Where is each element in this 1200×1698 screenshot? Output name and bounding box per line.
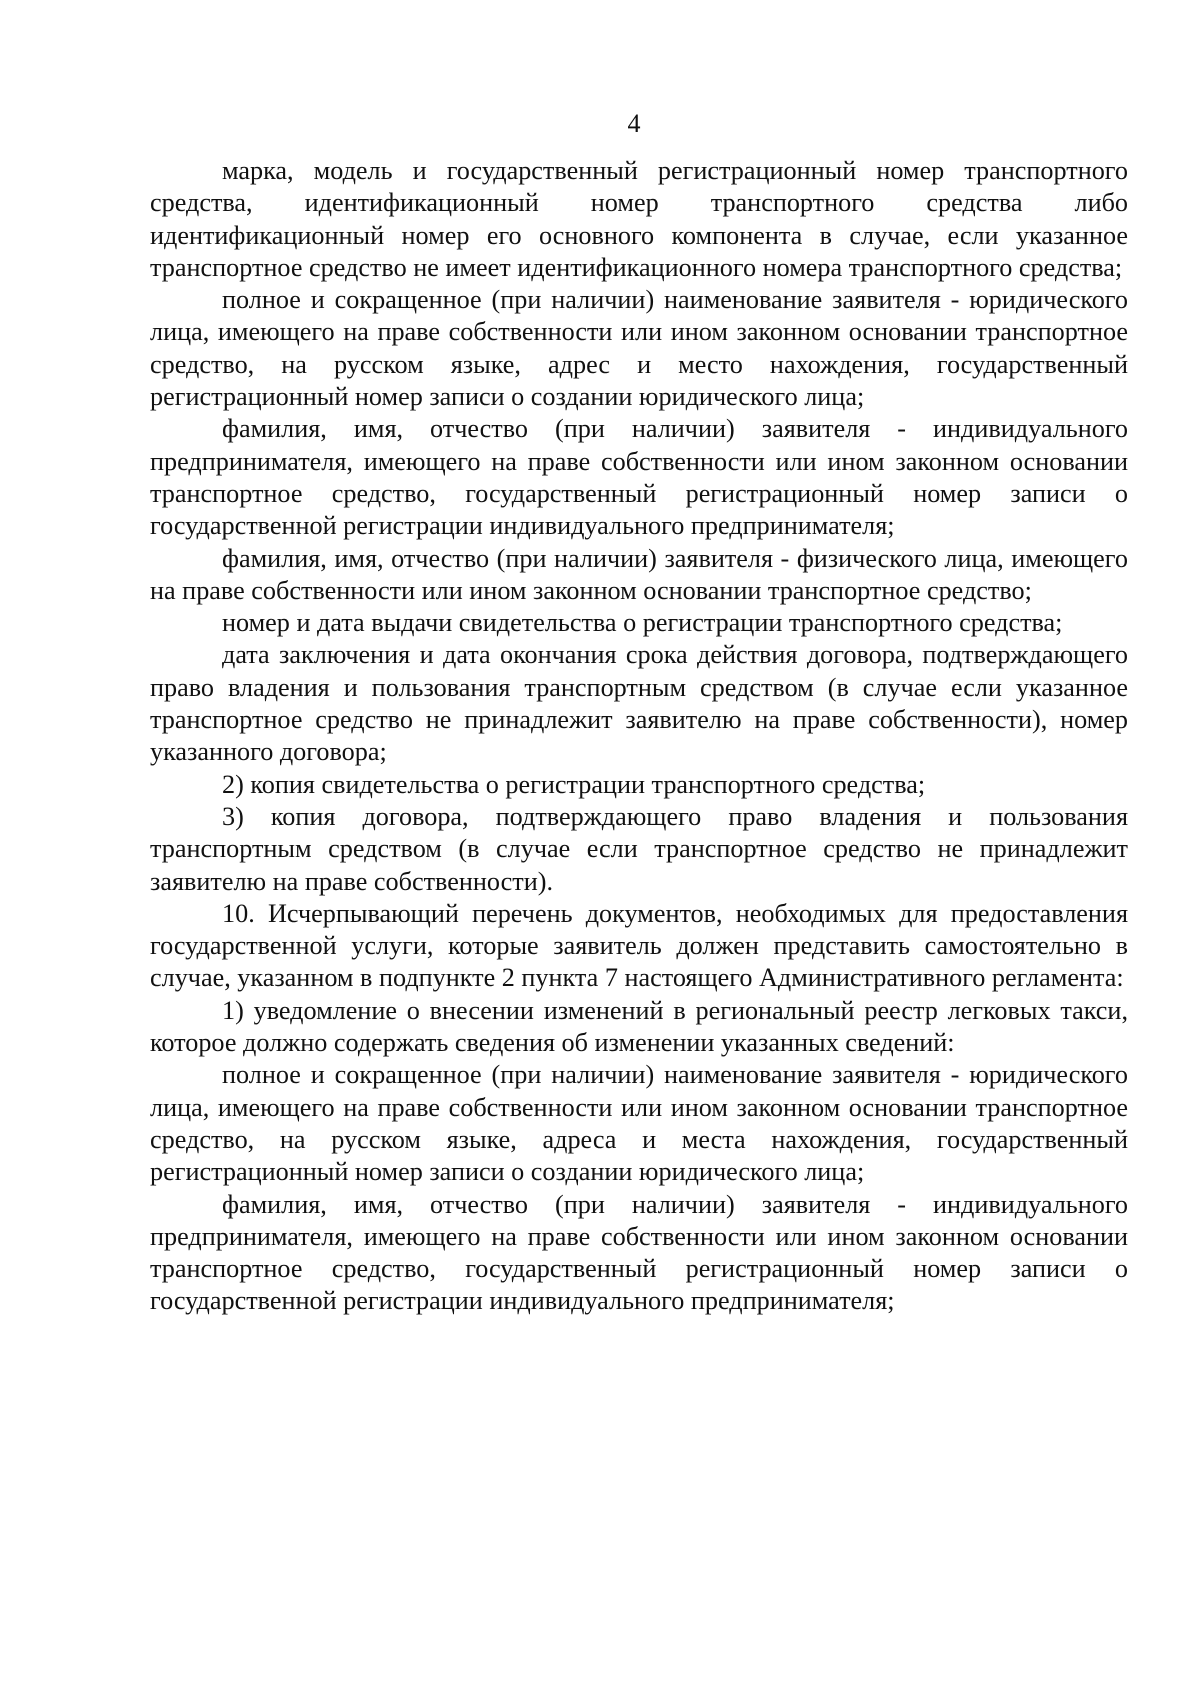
document-body (150, 155, 1128, 1318)
paragraph-legal-entity-name-2: полное и сокращенное (при наличии) наименование заявителя - юридического лица, имеющего на праве собственности или ином законном основании транспортное средство, на русском языке, адреса и места нахождения, государственный регистрационный номер записи о создании юридического лица; (150, 1060, 1128, 1187)
page-number: 4 (627, 109, 641, 138)
paragraph-notification: 1) уведомление о внесении изменений в региональный реестр легковых такси, которое должно содержать сведения об изменении указанных сведений: (150, 995, 1128, 1058)
paragraph-item-2: 2) копия свидетельства о регистрации транспортного средства; (222, 769, 926, 799)
paragraph-vehicle-make: марка, модель и государственный регистрационный номер транспортного средства, идентификационный номер транспортного средства либо идентификационный номер его основного компонента в случае, если указанное транспортное средство не имеет идентификационного номера транспортного средства; (150, 156, 1128, 282)
paragraph-item-3: 3) копия договора, подтверждающего право владения и пользования транспортным средством (в случае если транспортное средство не принадлежит заявителю на праве собственности). (150, 801, 1128, 896)
paragraph-section-10: 10. Исчерпывающий перечень документов, необходимых для предоставления государственной услуги, которые заявитель должен представить самостоятельно в случае, указанном в подпункте 2 пункта 7 настоящего Административного регламента: (150, 898, 1128, 993)
paragraph-contract-dates: дата заключения и дата окончания срока действия договора, подтверждающего право владения и пользования транспортным средством (в случае если указанное транспортное средство не принадлежит заявителю на праве собственности), номер указанного договора; (150, 640, 1128, 767)
paragraph-individual-name: фамилия, имя, отчество (при наличии) заявителя - физического лица, имеющего на праве собственности или ином законном основании транспортное средство; (150, 543, 1128, 605)
paragraph-registration-certificate: номер и дата выдачи свидетельства о регистрации транспортного средства; (222, 608, 1063, 638)
paragraph-entrepreneur-name-2: фамилия, имя, отчество (при наличии) заявителя - индивидуального предпринимателя, имеющего на праве собственности или ином законном основании транспортное средство, государственный регистрационный номер записи о государственной регистрации индивидуального предпринимателя; (150, 1189, 1128, 1316)
paragraph-entrepreneur-name: фамилия, имя, отчество (при наличии) заявителя - индивидуального предпринимателя, имеющего на праве собственности или ином законном основании транспортное средство, государственный регистрационный номер записи о государственной регистрации индивидуального предпринимателя; (150, 414, 1128, 541)
paragraph-legal-entity-name: полное и сокращенное (при наличии) наименование заявителя - юридического лица, имеющего на праве собственности или ином законном основании транспортное средство, на русском языке, адрес и место нахождения, государственный регистрационный номер записи о создании юридического лица; (150, 285, 1128, 412)
